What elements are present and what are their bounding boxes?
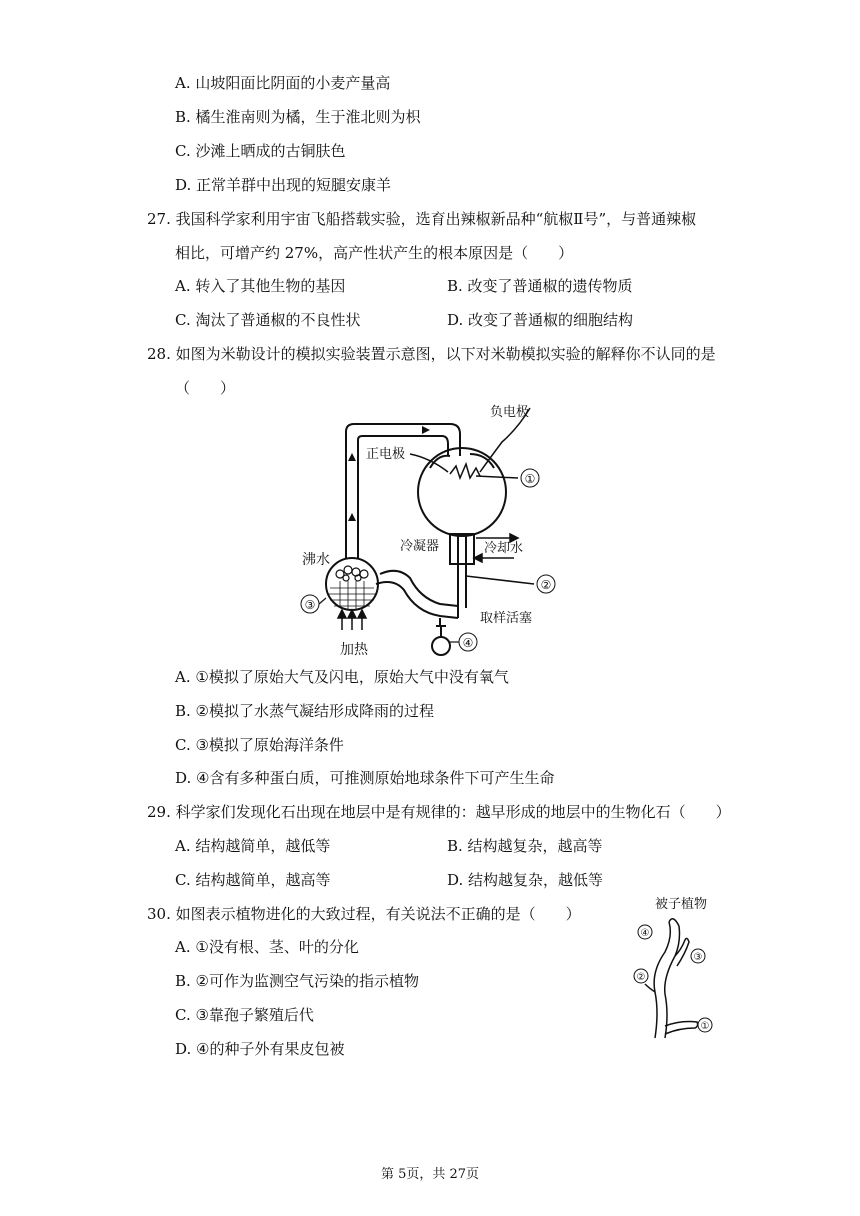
q28-option-a: A. ①模拟了原始大气及闪电，原始大气中没有氧气 — [175, 668, 509, 686]
diagram-label-3: ③ — [304, 598, 316, 612]
q29-option-d: D. 结构越复杂，越低等 — [447, 871, 604, 889]
tree-label-1: ① — [700, 1021, 710, 1032]
q30-option-c: C. ③靠孢子繁殖后代 — [175, 1006, 314, 1024]
sampling-valve-label: 取样活塞 — [480, 611, 533, 626]
cooling-water-label: 冷却水 — [484, 541, 524, 556]
q28-option-c: C. ③模拟了原始海洋条件 — [175, 736, 344, 754]
q26-option-a: A. 山坡阳面比阴面的小麦产量高 — [175, 74, 391, 92]
q29-option-b: B. 结构越复杂，越高等 — [447, 837, 603, 855]
neg-electrode-label: 负电极 — [490, 405, 530, 420]
angiosperm-label: 被子植物 — [655, 897, 708, 912]
q27-option-d: D. 改变了普通椒的细胞结构 — [447, 311, 634, 329]
q30-option-a: A. ①没有根、茎、叶的分化 — [175, 938, 359, 956]
q29-option-a: A. 结构越简单，越低等 — [175, 837, 331, 855]
q26-option-b: B. 橘生淮南则为橘，生于淮北则为枳 — [175, 108, 421, 126]
miller-apparatus-diagram — [290, 398, 580, 660]
q27-stem-line1: 27. 我国科学家利用宇宙飞船搭载实验，选育出辣椒新品种“航椒Ⅱ号”，与普通辣椒 — [147, 210, 697, 228]
q27-stem-line2: 相比，可增产约 27%，高产性状产生的根本原因是（ ） — [175, 244, 574, 262]
q29-stem: 29. 科学家们发现化石出现在地层中是有规律的：越早形成的地层中的生物化石（ ） — [147, 803, 731, 821]
q30-option-b: B. ②可作为监测空气污染的指示植物 — [175, 972, 420, 990]
tree-label-4: ④ — [640, 928, 650, 939]
q29-option-c: C. 结构越简单，越高等 — [175, 871, 331, 889]
pos-electrode-label: 正电极 — [366, 447, 406, 462]
q28-stem-line1: 28. 如图为米勒设计的模拟实验装置示意图，以下对米勒模拟实验的解释你不认同的是 — [147, 345, 716, 363]
q28-option-d: D. ④含有多种蛋白质，可推测原始地球条件下可产生生命 — [175, 769, 555, 787]
tree-label-2: ② — [636, 972, 646, 983]
q26-option-d: D. 正常羊群中出现的短腿安康羊 — [175, 176, 392, 194]
q27-option-a: A. 转入了其他生物的基因 — [175, 277, 346, 295]
page-footer: 第 5页，共 27页 — [380, 1167, 480, 1182]
boiling-water-label: 沸水 — [302, 552, 330, 568]
heating-label: 加热 — [340, 642, 368, 658]
condenser-label: 冷凝器 — [400, 539, 440, 554]
q28-option-b: B. ②模拟了水蒸气凝结形成降雨的过程 — [175, 702, 435, 720]
q30-stem: 30. 如图表示植物进化的大致过程，有关说法不正确的是（ ） — [147, 905, 581, 923]
q27-option-b: B. 改变了普通椒的遗传物质 — [447, 277, 633, 295]
q30-option-d: D. ④的种子外有果皮包被 — [175, 1040, 345, 1058]
q28-stem-line2: （ ） — [175, 379, 236, 397]
q27-option-c: C. 淘汰了普通椒的不良性状 — [175, 311, 361, 329]
q26-option-c: C. 沙滩上晒成的古铜肤色 — [175, 142, 346, 160]
plant-evolution-diagram — [625, 892, 725, 1042]
diagram-label-1: ① — [524, 472, 536, 486]
diagram-label-4: ④ — [462, 636, 474, 650]
diagram-label-2: ② — [540, 578, 552, 592]
tree-label-3: ③ — [693, 952, 703, 963]
